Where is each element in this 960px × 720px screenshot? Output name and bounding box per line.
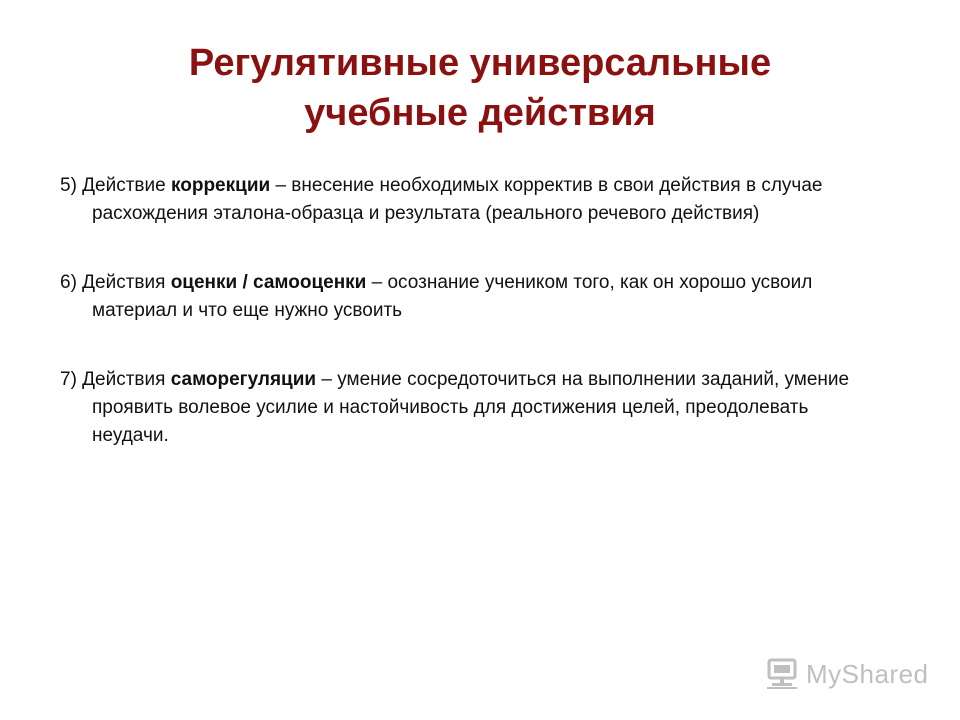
list-item-prefix: 6) Действия [60, 272, 171, 293]
list-item-correction [60, 172, 880, 228]
list-item-term: саморегуляции [170, 369, 317, 390]
list-item-evaluation [60, 269, 880, 325]
slide-title-line-2: учебные действия [304, 92, 656, 134]
slide-title-line-1: Регулятивные универсальные [188, 42, 772, 84]
myshared-logo-icon [766, 658, 800, 690]
list-item-text: – осознание учеником того, как он хорошо усвоил материал и что еще нужно усвоить [92, 272, 813, 321]
list-item-text: – внесение необходимых корректив в свои действия в случае расхождения эталона-образца и результата (реального речевого действия) [92, 175, 823, 224]
list-item-text: – умение сосредоточиться на выполнении заданий, умение проявить волевое усилие и настойчивость для достижения целей, преодолевать неудачи. [92, 369, 850, 446]
list-item-prefix: 5) Действие [60, 175, 171, 196]
myshared-watermark [766, 654, 929, 694]
list-item-prefix: 7) Действия [60, 369, 171, 390]
slide-title [80, 38, 880, 138]
slide-body [60, 172, 880, 491]
watermark-text: MyShared [806, 658, 929, 689]
list-item-term: коррекции [170, 175, 271, 196]
list-item-term: оценки / самооценки [170, 272, 367, 293]
list-item-self-regulation [60, 366, 880, 450]
